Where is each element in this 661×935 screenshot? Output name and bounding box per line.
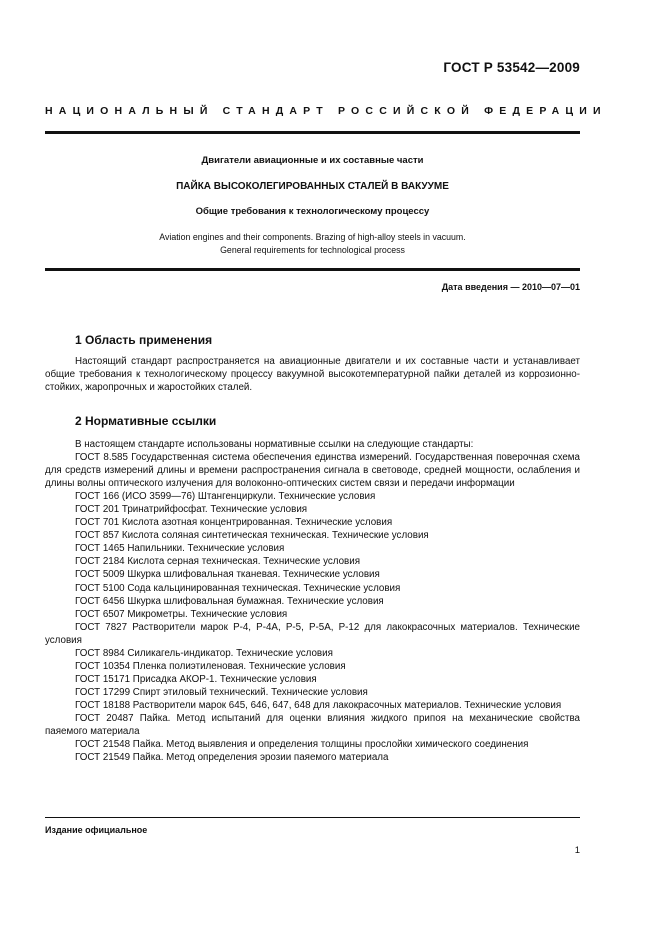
- section-1-paragraph: Настоящий стандарт распространяется на авиационные двигатели и их составные части и устанавливает общие требования к технологическому процессу вакуумной высокотемпературной пайки деталей из коррозионно-стойких, жаропрочных и жаростойких сталей.: [45, 356, 580, 393]
- reference-item: ГОСТ 5009 Шкурка шлифовальная тканевая. Технические условия: [75, 569, 380, 581]
- reference-item: ГОСТ 18188 Растворители марок 645, 646, 647, 648 для лакокрасочных материалов. Технические условия: [75, 699, 562, 711]
- reference-item: ГОСТ 701 Кислота азотная концентрированная. Технические условия: [75, 517, 393, 529]
- top-divider: [45, 131, 580, 134]
- reference-item: ГОСТ 2184 Кислота серная техническая. Технические условия: [75, 556, 361, 568]
- reference-item: ГОСТ 15171 Присадка АКОР-1. Технические условия: [75, 673, 317, 685]
- section-2-title: 2 Нормативные ссылки: [75, 414, 217, 428]
- standard-title: ПАЙКА ВЫСОКОЛЕГИРОВАННЫХ СТАЛЕЙ В ВАКУУМЕ: [176, 181, 449, 192]
- edition-note: Издание официальное: [45, 825, 148, 835]
- section-1-title: 1 Область применения: [75, 333, 213, 347]
- english-title-line-1: Aviation engines and their components. Brazing of high-alloy steels in vacuum.: [159, 232, 466, 242]
- introduction-date: Дата введения — 2010—07—01: [441, 282, 580, 292]
- reference-item: ГОСТ 5100 Сода кальцинированная техническая. Технические условия: [75, 582, 401, 594]
- english-title: [45, 231, 580, 257]
- reference-item: ГОСТ 166 (ИСО 3599—76) Штангенциркули. Технические условия: [75, 491, 376, 503]
- references-list: [45, 438, 580, 764]
- reference-item: ГОСТ 8.585 Государственная система обеспечения единства измерений. Государственная поверочная схема для средств измерений длины и времени распространения сигнала в световоде, средней мощности, ослабления и длины волны оптического излучения для волоконно-оптических систем связи и передачи информации: [45, 452, 580, 490]
- reference-item: ГОСТ 6456 Шкурка шлифовальная бумажная. Технические условия: [75, 595, 384, 607]
- standard-subtitle: Общие требования к технологическому процессу: [195, 206, 430, 217]
- references-intro: В настоящем стандарте использованы нормативные ссылки на следующие стандарты:: [75, 439, 474, 450]
- reference-item: ГОСТ 21549 Пайка. Метод определения эрозии паяемого материала: [75, 752, 389, 764]
- reference-item: ГОСТ 857 Кислота соляная синтетическая техническая. Технические условия: [75, 530, 429, 542]
- page-number: 1: [574, 845, 580, 856]
- reference-item: ГОСТ 10354 Пленка полиэтиленовая. Технические условия: [75, 660, 346, 672]
- reference-item: ГОСТ 21548 Пайка. Метод выявления и определения толщины прослойки химического соединения: [75, 739, 529, 751]
- title-divider: [45, 268, 580, 271]
- reference-item: ГОСТ 20487 Пайка. Метод испытаний для оценки влияния жидкого припоя на механические свойства паяемого материала: [45, 712, 580, 738]
- reference-item: ГОСТ 17299 Спирт этиловый технический. Технические условия: [75, 686, 368, 698]
- standard-subject: Двигатели авиационные и их составные части: [201, 155, 424, 166]
- english-title-line-2: General requirements for technological process: [220, 245, 405, 255]
- reference-item: ГОСТ 201 Тринатрийфосфат. Технические условия: [75, 504, 308, 516]
- document-number: ГОСТ Р 53542—2009: [443, 60, 580, 75]
- reference-item: ГОСТ 1465 Напильники. Технические условия: [75, 543, 285, 555]
- reference-item: ГОСТ 8984 Силикагель-индикатор. Технические условия: [75, 647, 333, 659]
- reference-item: ГОСТ 6507 Микрометры. Технические условия: [75, 608, 288, 620]
- section-1-body: [45, 355, 580, 394]
- national-standard-heading: НАЦИОНАЛЬНЫЙ СТАНДАРТ РОССИЙСКОЙ ФЕДЕРАЦИИ: [45, 105, 607, 117]
- reference-item: ГОСТ 7827 Растворители марок Р-4, Р-4А, Р-5, Р-5А, Р-12 для лакокрасочных материалов. Технические условия: [45, 621, 580, 646]
- footer-divider: [45, 817, 580, 818]
